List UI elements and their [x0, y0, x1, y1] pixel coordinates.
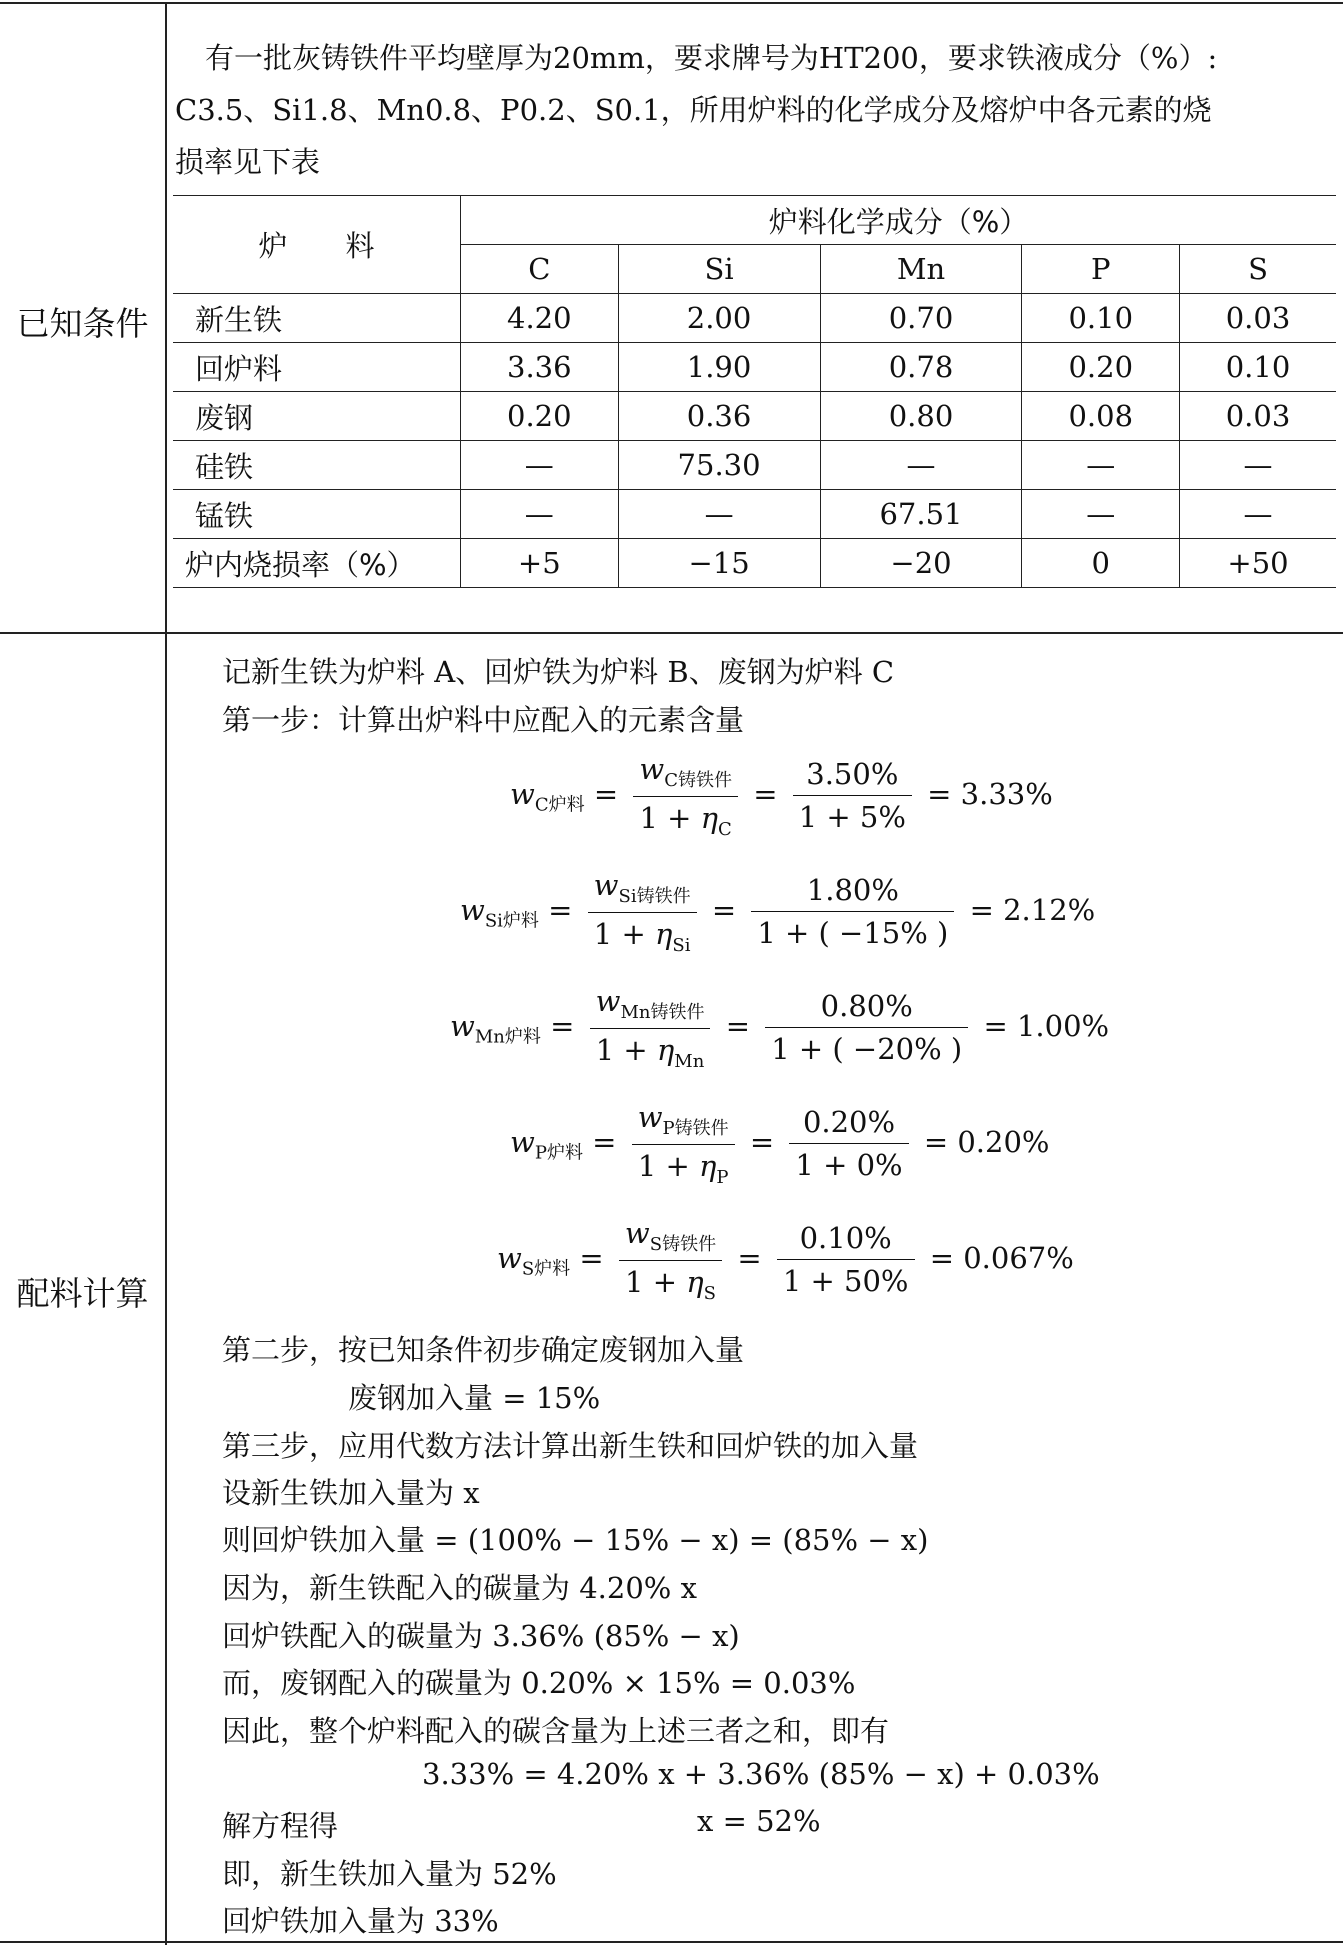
row-name: 硅铁 — [173, 441, 461, 490]
table-cell: 0.20 — [1022, 343, 1180, 392]
table-cell: −15 — [618, 539, 820, 588]
calc-line-3: 因为，新生铁配入的碳量为 4.20% x — [222, 1571, 697, 1605]
calc-line-9: 即，新生铁加入量为 52% — [222, 1857, 557, 1891]
calc-note: 记新生铁为炉料 A、回炉铁为炉料 B、废钢为炉料 C — [222, 655, 895, 689]
table-cell: — — [1180, 441, 1336, 490]
table-cell: — — [618, 490, 820, 539]
table-cell: 0.36 — [618, 392, 820, 441]
table-row — [173, 294, 1336, 343]
calc-line-4: 回炉铁配入的碳量为 3.36% (85% − x) — [222, 1619, 740, 1653]
calc-line-6: 因此，整个炉料配入的碳含量为上述三者之和，即有 — [222, 1714, 890, 1748]
table-row — [173, 539, 1336, 588]
table-cell: 0.80 — [820, 392, 1022, 441]
equation-s: $w_{S炉料}$ = $\frac{w_{S铸铁件}}{1 + \eta_S}$ = $\frac{0.10\%}{1 + 50\%}$ = 0.067% — [497, 1216, 1074, 1304]
table-cell: 0.78 — [820, 343, 1022, 392]
table-cell: — — [820, 441, 1022, 490]
carbon-equation: 3.33% = 4.20% x + 3.36% (85% − x) + 0.03% — [422, 1757, 1100, 1791]
table-cell: 0.03 — [1180, 392, 1336, 441]
table-cell: +50 — [1180, 539, 1336, 588]
charge-composition-table — [173, 195, 1336, 588]
equation-si: $w_{Si炉料}$ = $\frac{w_{Si铸铁件}}{1 + \eta_{Si}}$ = $\frac{1.80\%}{1 + ( -15\% )}$ = 2.12% — [460, 868, 1096, 956]
table-cell: 75.30 — [618, 441, 820, 490]
table-cell: — — [461, 441, 619, 490]
table-cell: 67.51 — [820, 490, 1022, 539]
table-cell: 4.20 — [461, 294, 619, 343]
scrap-amount: 废钢加入量 = 15% — [348, 1381, 601, 1415]
table-cell: 0.20 — [461, 392, 619, 441]
calc-line-5: 而，废钢配入的碳量为 0.20% × 15% = 0.03% — [222, 1666, 856, 1700]
row-name: 新生铁 — [173, 294, 461, 343]
table-cell: 0.70 — [820, 294, 1022, 343]
section-divider — [0, 632, 1343, 634]
row-name: 回炉料 — [173, 343, 461, 392]
table-cell: 0.10 — [1180, 343, 1336, 392]
intro-line-3: 损率见下表 — [175, 145, 321, 179]
calc-line-10: 回炉铁加入量为 33% — [222, 1904, 499, 1938]
label-known-conditions: 已知条件 — [16, 304, 149, 343]
column-header: S — [1180, 245, 1336, 294]
intro-line-2: C3.5、Si1.8、Mn0.8、P0.2、S0.1，所用炉料的化学成分及熔炉中各元素的烧 — [175, 93, 1212, 127]
intro-line-1: 有一批灰铸铁件平均壁厚为20mm，要求牌号为HT200，要求铁液成分（%）: — [205, 41, 1218, 75]
table-cell: −20 — [820, 539, 1022, 588]
calc-line-2: 则回炉铁加入量 = (100% − 15% − x) = (85% − x) — [222, 1523, 929, 1557]
solve-label: 解方程得 — [222, 1809, 339, 1843]
problem-statement — [175, 32, 1335, 188]
table-cell: 0.10 — [1022, 294, 1180, 343]
table-row — [173, 392, 1336, 441]
top-border — [0, 2, 1343, 4]
table-cell: — — [1022, 441, 1180, 490]
column-header: P — [1022, 245, 1180, 294]
column-header: Mn — [820, 245, 1022, 294]
column-header: C — [461, 245, 619, 294]
bottom-border — [0, 1941, 1343, 1943]
table-cell: 0 — [1022, 539, 1180, 588]
table-cell: — — [1022, 490, 1180, 539]
column-header: Si — [618, 245, 820, 294]
table-row — [173, 490, 1336, 539]
row-name: 废钢 — [173, 392, 461, 441]
step-3-heading: 第三步，应用代数方法计算出新生铁和回炉铁的加入量 — [222, 1429, 919, 1463]
table-row — [173, 343, 1336, 392]
equation-p: $w_{P炉料}$ = $\frac{w_{P铸铁件}}{1 + \eta_P}$ = $\frac{0.20\%}{1 + 0\%}$ = 0.20% — [510, 1100, 1050, 1188]
table-cell: 1.90 — [618, 343, 820, 392]
table-row — [173, 441, 1336, 490]
table-cell: — — [1180, 490, 1336, 539]
table-cell: 0.03 — [1180, 294, 1336, 343]
table-group-header: 炉料化学成分（%） — [461, 196, 1337, 245]
label-column-divider — [165, 2, 167, 1945]
table-header-row — [173, 196, 1336, 245]
step-2-heading: 第二步，按已知条件初步确定废钢加入量 — [222, 1333, 745, 1367]
solve-result: x = 52% — [697, 1804, 821, 1838]
table-cell: — — [461, 490, 619, 539]
step-1-heading: 第一步：计算出炉料中应配入的元素含量 — [222, 703, 745, 737]
row-name: 锰铁 — [173, 490, 461, 539]
calc-line-1: 设新生铁加入量为 x — [222, 1476, 480, 1510]
table-cell: 3.36 — [461, 343, 619, 392]
table-cell: +5 — [461, 539, 619, 588]
table-corner-header: 炉 料 — [173, 196, 461, 294]
equation-c: $w_{C炉料}$ = $\frac{w_{C铸铁件}}{1 + \eta_C}$ = $\frac{3.50\%}{1 + 5\%}$ = 3.33% — [510, 752, 1053, 840]
equation-mn: $w_{Mn炉料}$ = $\frac{w_{Mn铸铁件}}{1 + \eta_{Mn}}$ = $\frac{0.80\%}{1 + ( -20\% )}$ = 1.00% — [450, 984, 1110, 1072]
row-name: 炉内烧损率（%） — [173, 539, 461, 588]
table-cell: 0.08 — [1022, 392, 1180, 441]
label-batch-calculation: 配料计算 — [16, 1274, 149, 1313]
table-cell: 2.00 — [618, 294, 820, 343]
